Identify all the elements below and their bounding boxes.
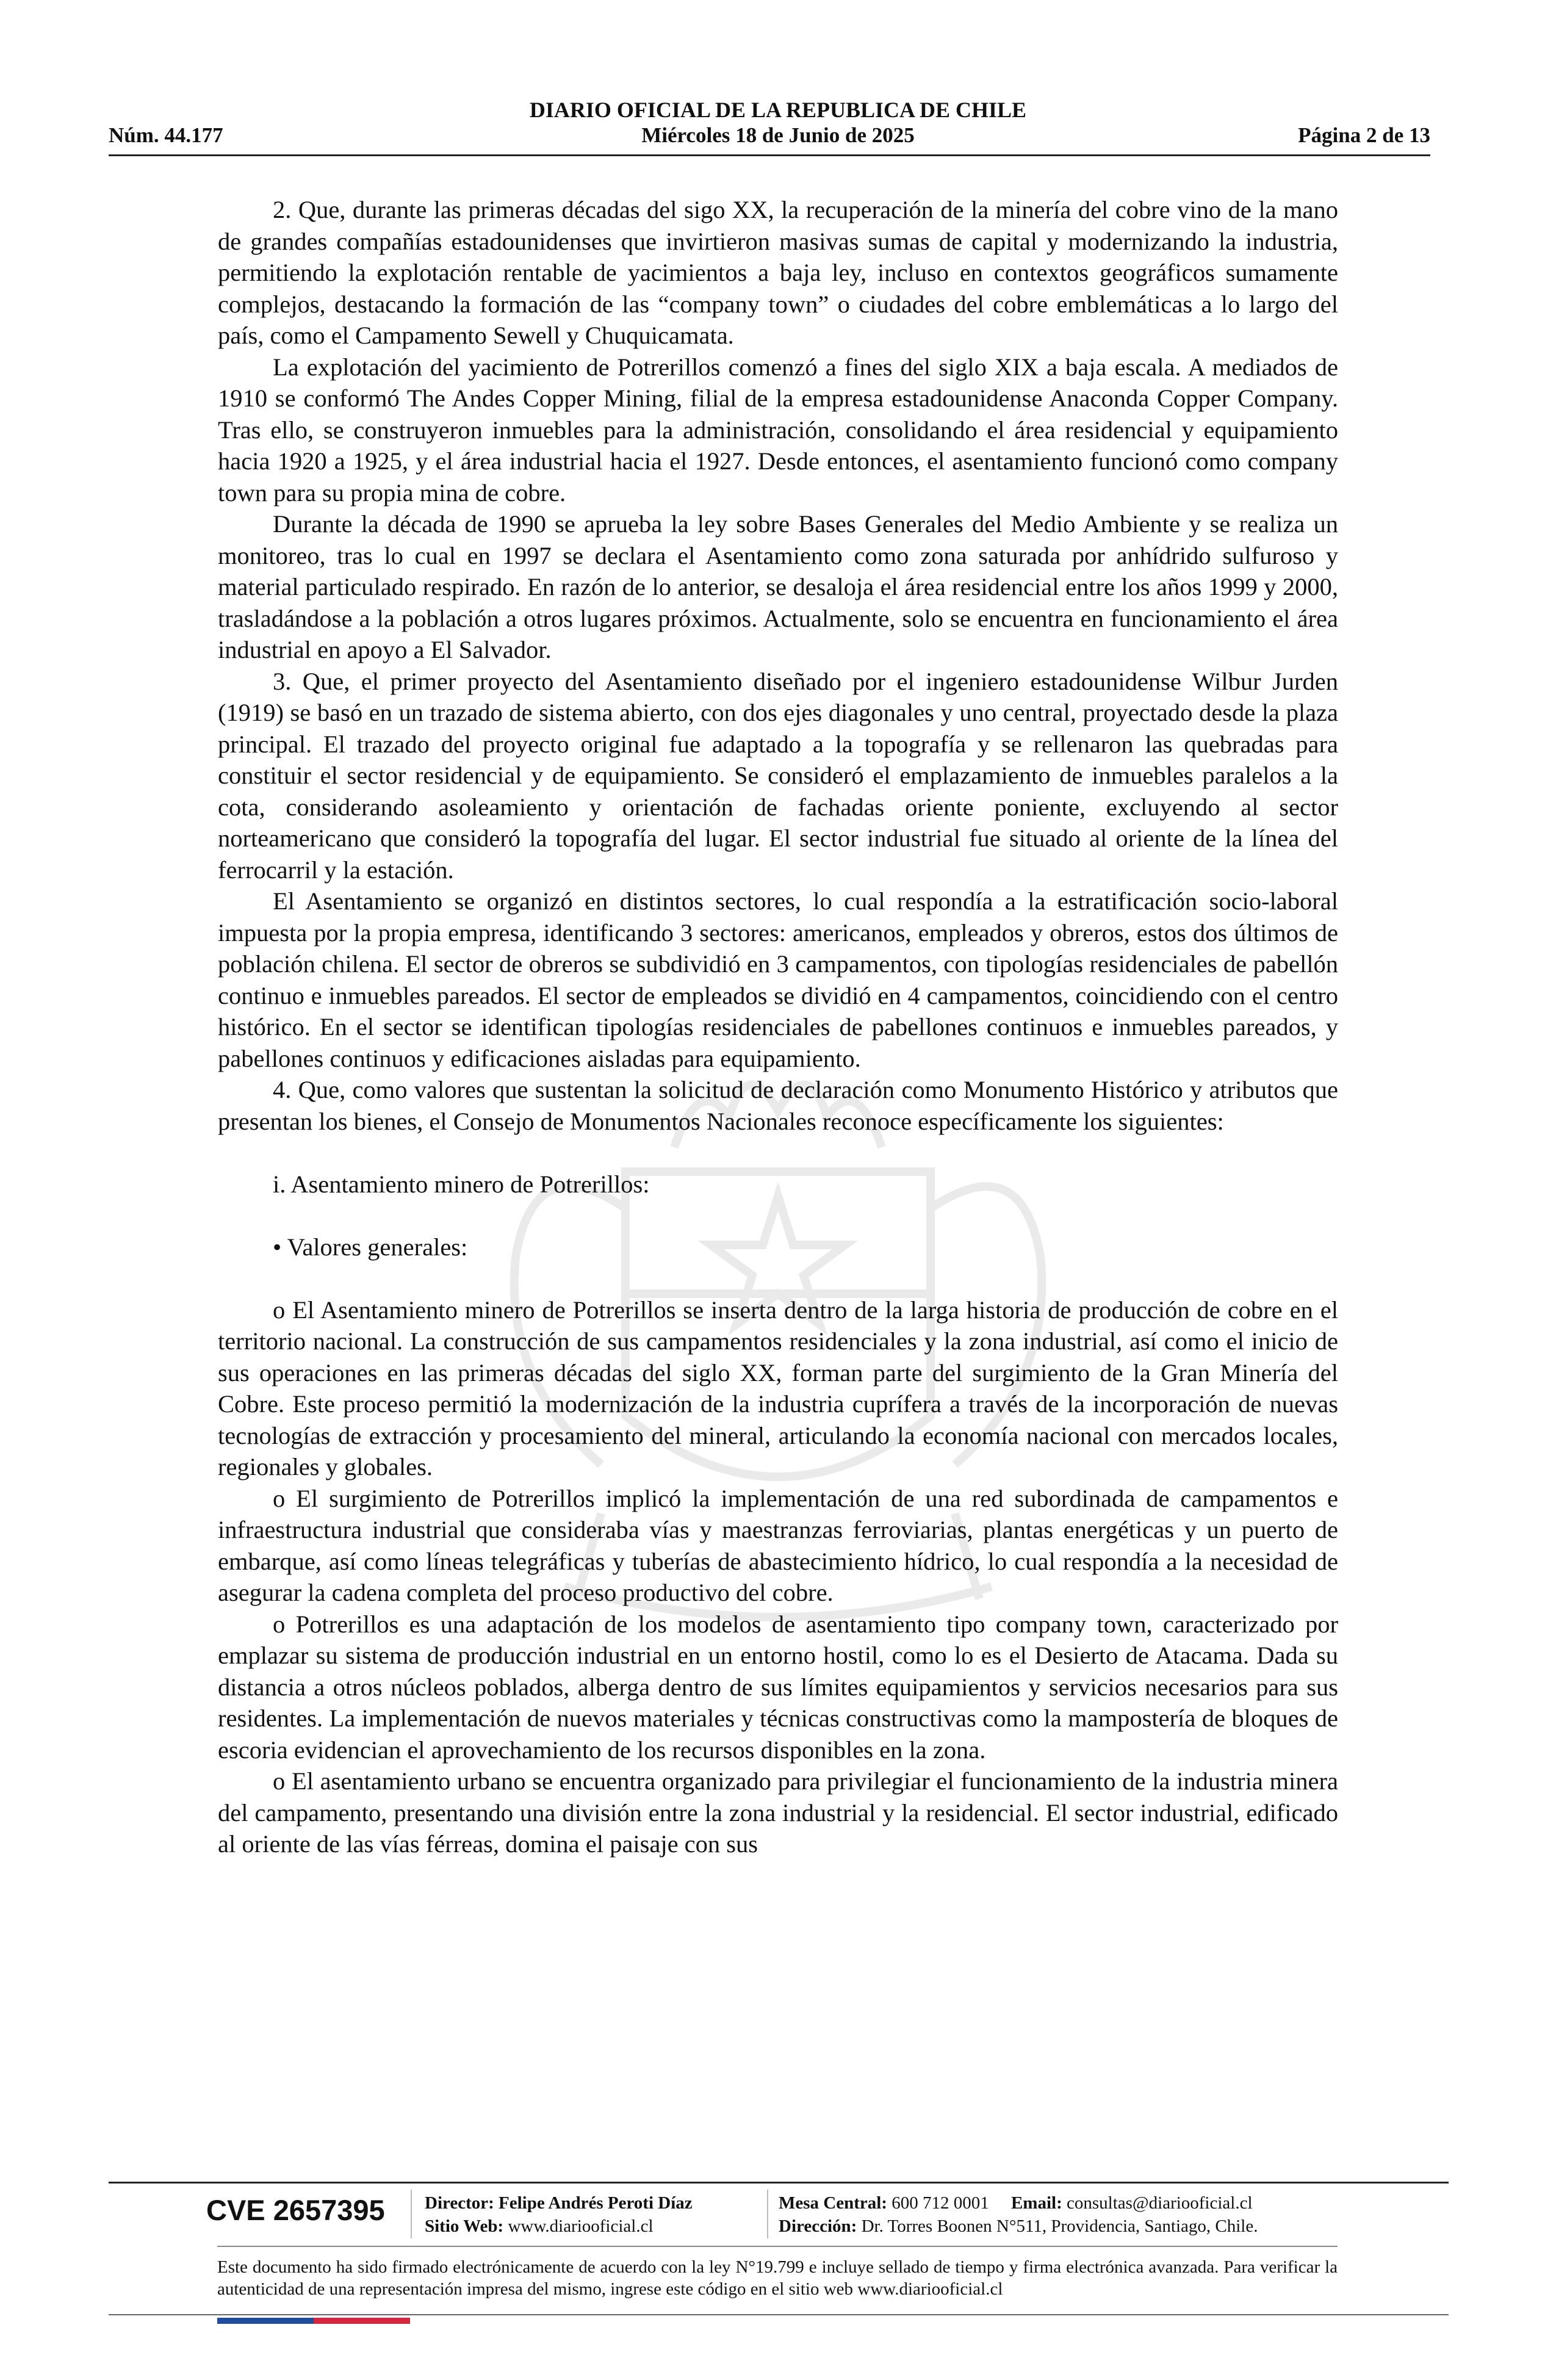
publication-title: DIARIO OFICIAL DE LA REPUBLICA DE CHILE	[529, 98, 1027, 122]
director-name: Felipe Andrés Peroti Díaz	[499, 2193, 693, 2213]
footer-website	[425, 2215, 654, 2237]
legal-notice: Este documento ha sido firmado electrónicamente de acuerdo con la ley N°19.799 e incluye sellado de tiempo y firma electrónica avanzada. Para verificar la autenticidad de una representación impresa del mismo, ingrese este código en el sitio web www.diariooficial.cl	[217, 2257, 1338, 2299]
paragraph: 3. Que, el primer proyecto del Asentamiento diseñado por el ingeniero estadounidense Wilbur Jurden (1919) se basó en un trazado de sistema abierto, con dos ejes diagonales y uno central, proyectado desde la plaza principal. El trazado del proyecto original fue adaptado a la topografía y se rellenaron las quebradas para constituir el sector residencial y de equipamiento. Se consideró el emplazamiento de inmuebles paralelos a la cota, considerando asoleamiento y orientación de fachadas oriente poniente, excluyendo al sector norteamericano que consideró la topografía del lugar. El sector industrial fue situado al oriente de la línea del ferrocarril y la estación.	[218, 667, 1338, 884]
flag-red-segment	[314, 2318, 410, 2324]
flag-stripe	[217, 2318, 410, 2324]
footer-separator	[767, 2190, 768, 2238]
header-divider	[109, 154, 1430, 156]
section-heading: i. Asentamiento minero de Potrerillos:	[273, 1170, 650, 1198]
email-link[interactable]: consultas@diariooficial.cl	[1067, 2193, 1253, 2213]
website-label: Sitio Web:	[425, 2216, 504, 2236]
list-item: o El surgimiento de Potrerillos implicó la implementación de una red subordinada de campamentos e infraestructura industrial que consideraba vías y maestranzas ferroviarias, plantas energéticas y un puerto de embarque, así como líneas telegráficas y tuberías de abastecimiento hídrico, lo cual respondía a la necesidad de asegurar la cadena completa del proceso productivo del cobre.	[218, 1484, 1338, 1606]
paragraph: 4. Que, como valores que sustentan la solicitud de declaración como Monumento Histórico y atributos que presentan los bienes, el Consejo de Monumentos Nacionales reconoce específicamente los siguientes:	[218, 1076, 1338, 1135]
list-item: o El asentamiento urbano se encuentra organizado para privilegiar el funcionamiento de la industria minera del campamento, presentando una división entre la zona industrial y la residencial. El sector industrial, edificado al oriente de las vías férreas, domina el paisaje con sus	[218, 1767, 1338, 1858]
footer-director	[425, 2192, 693, 2214]
address-label: Dirección:	[779, 2216, 857, 2236]
paragraph: El Asentamiento se organizó en distintos sectores, lo cual respondía a la estratificación socio-laboral impuesta por la propia empresa, identificando 3 sectores: americanos, empleados y obreros, estos dos últimos de población chilena. El sector de obreros se subdividió en 3 campamentos, con tipologías residenciales de pabellón continuo e inmuebles pareados. El sector de empleados se dividió en 4 campamentos, coincidiendo con el centro histórico. En el sector se identifican tipologías residenciales de pabellones continuos e inmuebles pareados, y pabellones continuos y edificaciones aisladas para equipamiento.	[218, 887, 1338, 1072]
issue-number: Núm. 44.177	[109, 123, 223, 147]
bullet-heading: • Valores generales:	[273, 1233, 468, 1261]
phone-number: 600 712 0001	[891, 2193, 989, 2213]
director-label: Director:	[425, 2193, 494, 2213]
list-item: o El Asentamiento minero de Potrerillos se inserta dentro de la larga historia de producción de cobre en el territorio nacional. La construcción de sus campamentos residenciales y la zona industrial, así como el inicio de sus operaciones en las primeras décadas del siglo XX, forman parte del surgimiento de la Gran Minería del Cobre. Este proceso permitió la modernización de la industria cuprífera a través de la incorporación de nuevas tecnologías de extracción y procesamiento del mineral, articulando la economía nacional con mercados locales, regionales y globales.	[218, 1296, 1338, 1480]
footer-divider-top	[109, 2182, 1449, 2183]
footer-divider-mid	[217, 2246, 1338, 2247]
page-indicator: Página 2 de 13	[1298, 123, 1430, 147]
paragraph: 2. Que, durante las primeras décadas del sigo XX, la recuperación de la minería del cobre vino de la mano de grandes compañías estadounidenses que invirtieron masivas sumas de capital y modernizando la industria, permitiendo la explotación rentable de yacimientos a baja ley, incluso en contextos geográficos sumamente complejos, destacando la formación de las “company town” o ciudades del cobre emblemáticas a lo largo del país, como el Campamento Sewell y Chuquicamata.	[218, 196, 1338, 349]
footer-divider-bottom	[109, 2314, 1449, 2315]
paragraph: La explotación del yacimiento de Potrerillos comenzó a fines del siglo XIX a baja escala. A mediados de 1910 se conformó The Andes Copper Mining, filial de la empresa estadounidense Anaconda Copper Company. Tras ello, se construyeron inmuebles para la administración, consolidando el área residencial y equipamiento hacia 1920 a 1925, y el área industrial hacia el 1927. Desde entonces, el asentamiento funcionó como company town para su propia mina de cobre.	[218, 353, 1338, 507]
email-label: Email:	[1010, 2193, 1062, 2213]
publication-date: Miércoles 18 de Junio de 2025	[641, 123, 915, 147]
footer-separator	[411, 2190, 412, 2238]
website-link[interactable]: www.diariooficial.cl	[508, 2216, 654, 2236]
address-value: Dr. Torres Boonen N°511, Providencia, Santiago, Chile.	[861, 2216, 1258, 2236]
document-body	[218, 194, 1338, 1860]
cve-code: CVE 2657395	[206, 2194, 385, 2226]
phone-label: Mesa Central:	[779, 2193, 887, 2213]
list-item: o Potrerillos es una adaptación de los modelos de asentamiento tipo company town, caracterizado por emplazar su sistema de producción industrial en un entorno hostil, como lo es el Desierto de Atacama. Dada su distancia a otros núcleos poblados, alberga dentro de sus límites equipamientos y servicios necesarios para sus residentes. La implementación de nuevos materiales y técnicas constructivas como la mampostería de bloques de escoria evidencian el aprovechamiento de los recursos disponibles en la zona.	[218, 1610, 1338, 1764]
footer-contact	[779, 2192, 1253, 2214]
flag-blue-segment	[217, 2318, 314, 2324]
footer-address	[779, 2215, 1258, 2237]
paragraph: Durante la década de 1990 se aprueba la ley sobre Bases Generales del Medio Ambiente y se realiza un monitoreo, tras lo cual en 1997 se declara el Asentamiento como zona saturada por anhídrido sulfuroso y material particulado respirado. En razón de lo anterior, se desaloja el área residencial entre los años 1999 y 2000, trasladándose a la población a otros lugares próximos. Actualmente, solo se encuentra en funcionamiento el área industrial en apoyo a El Salvador.	[218, 510, 1338, 663]
